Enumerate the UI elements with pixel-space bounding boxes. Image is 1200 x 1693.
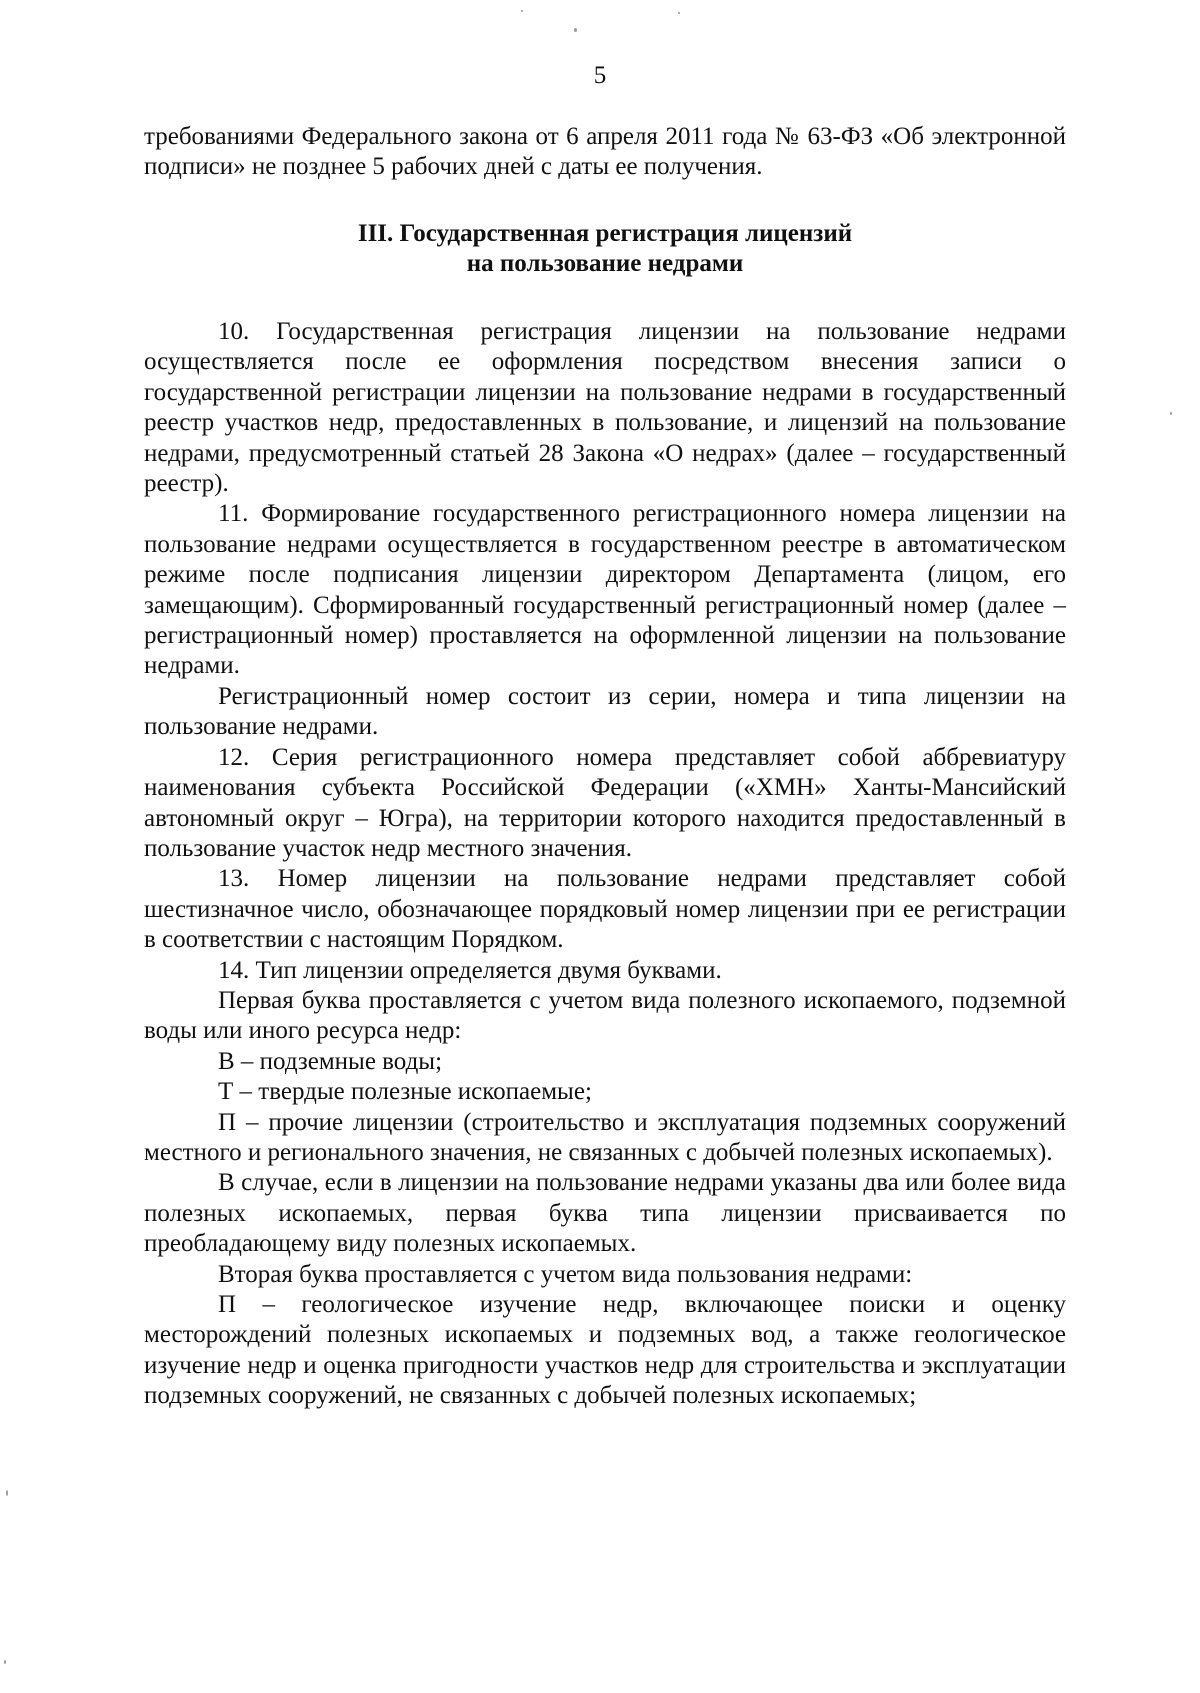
paragraph-13: 13. Номер лицензии на пользование недрами представляет собой шестизначное число, обозначающее порядковый номер лицензии при ее регистрации в соответствии с настоящим Порядком. — [144, 865, 1066, 954]
intro-block — [144, 122, 1066, 183]
list-item-v: В – подземные воды; — [218, 1047, 443, 1075]
intro-fragment: требованиями Федерального закона от 6 апреля 2011 года № 63-ФЗ «Об электронной подписи» не позднее 5 рабочих дней с даты ее получения. — [144, 123, 1066, 181]
paragraph-first-letter: Первая буква проставляется с учетом вида полезного ископаемого, подземной воды или иного ресурса недр: — [144, 986, 1066, 1045]
section-heading — [144, 219, 1066, 280]
paragraph-14: 14. Тип лицензии определяется двумя буквами. — [218, 956, 722, 984]
paragraph-10: 10. Государственная регистрация лицензии на пользование недрами осуществляется после ее оформления посредством внесения записи о государственной регистрации лицензии на пользование недрами в государственный реестр участков недр, предоставленных в пользование, и лицензий на пользование недрами, предусмотренный статьей 28 Закона «О недрах» (далее – государственный реестр). — [144, 318, 1066, 498]
section-body — [144, 317, 1066, 1412]
scan-speck — [1170, 412, 1172, 415]
list-item-p-geological: П – геологическое изучение недр, включающее поиски и оценку месторождений полезных ископаемых и подземных вод, а также геологическое изучение недр и оценка пригодности участков недр для строительства и эксплуатации подземных сооружений, не связанных с добычей полезных ископаемых; — [144, 1291, 1066, 1410]
scan-speck — [678, 12, 680, 14]
paragraph-multiple-minerals: В случае, если в лицензии на пользование недрами указаны два или более вида полезных ископаемых, первая буква типа лицензии присваивается по преобладающему виду полезных ископаемых. — [144, 1169, 1066, 1258]
paragraph-registration-number: Регистрационный номер состоит из серии, номера и типа лицензии на пользование недрами. — [144, 682, 1066, 741]
section-title-line-2: на пользование недрами — [466, 250, 744, 278]
scan-speck — [6, 1490, 8, 1496]
paragraph-12: 12. Серия регистрационного номера представляет собой аббревиатуру наименования субъекта Российской Федерации («ХМН» Ханты-Мансийский автономный округ – Югра), на территории которого находится предоставленный в пользование участок недр местного значения. — [144, 743, 1066, 862]
section-title-line-1: III. Государственная регистрация лицензий — [357, 220, 853, 247]
scan-speck — [574, 28, 577, 32]
paragraph-second-letter: Вторая буква проставляется с учетом вида пользования недрами: — [218, 1260, 913, 1288]
scan-speck — [4, 1660, 6, 1664]
scan-speck — [521, 10, 523, 12]
list-item-t: Т – твердые полезные ископаемые; — [218, 1078, 592, 1106]
paragraph-11: 11. Формирование государственного регистрационного номера лицензии на пользование недрами осуществляется в государственном реестре в автоматическом режиме после подписания лицензии директором Департамента (лицом, его замещающим). Сформированный государственный регистрационный номер (далее – регистрационный номер) проставляется на оформленной лицензии на пользование недрами. — [144, 500, 1066, 680]
list-item-p-other: П – прочие лицензии (строительство и эксплуатация подземных сооружений местного и регионального значения, не связанных с добычей полезных ископаемых). — [144, 1108, 1066, 1166]
page-number: 5 — [593, 62, 607, 89]
